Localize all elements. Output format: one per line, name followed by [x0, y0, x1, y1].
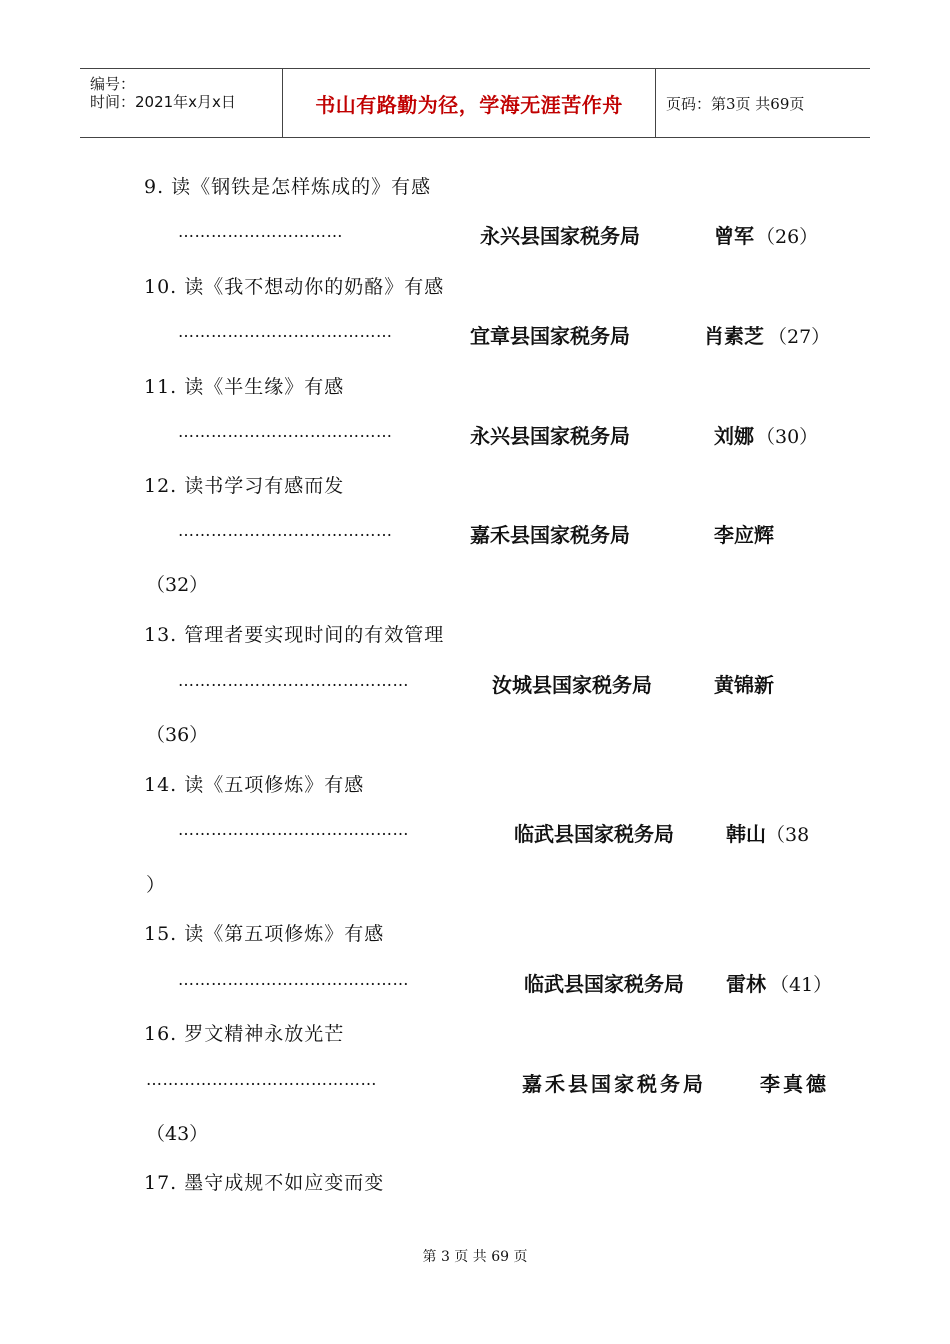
entry-page: （26）	[756, 226, 819, 248]
entry-page: （41）	[770, 974, 833, 996]
entry-dots: …………………………………	[178, 322, 393, 341]
entry-author: 黄锦新	[714, 673, 774, 697]
entry-title: 12. 读书学习有感而发	[144, 475, 345, 497]
entry-title: 16. 罗文精神永放光芒	[144, 1023, 345, 1045]
entry-page: （27）	[768, 326, 831, 348]
entry-dots: ……………………………………	[146, 1070, 377, 1089]
entry-page: （30）	[756, 426, 819, 448]
header-page-info	[666, 69, 870, 137]
page-info: 页码：第3页 共69页	[666, 94, 805, 113]
entry-org: 宜章县国家税务局	[470, 324, 630, 348]
entry-org: 嘉禾县国家税务局	[470, 523, 630, 547]
entry-org: 嘉禾县国家税务局	[522, 1072, 706, 1096]
entry-dots: …………………………………	[178, 521, 393, 540]
header-motto-cell	[282, 69, 656, 137]
entry-org: 永兴县国家税务局	[480, 224, 640, 248]
entry-page: （43）	[146, 1123, 209, 1145]
entry-author: 李应辉	[714, 523, 774, 547]
entry-title: 10. 读《我不想动你的奶酪》有感	[144, 276, 445, 298]
entry-author: 肖素芝	[704, 324, 764, 348]
entry-author: 曾军	[714, 224, 754, 248]
entry-org: 汝城县国家税务局	[492, 673, 652, 697]
header-meta	[80, 69, 280, 137]
motto: 书山有路勤为径，学海无涯苦作舟	[315, 92, 623, 117]
entry-author: 刘娜	[714, 424, 754, 448]
page-footer: 第 3 页 共 69 页	[422, 1249, 528, 1265]
entry-dots: ……………………………………	[178, 671, 409, 690]
entry-title: 14. 读《五项修炼》有感	[144, 774, 365, 796]
entry-dots: …………………………………	[178, 422, 393, 441]
entry-author: 李真德	[760, 1072, 829, 1096]
date-label: 时间：2021年x月x日	[90, 93, 236, 111]
entry-org: 临武县国家税务局	[524, 972, 684, 996]
entry-page: （32）	[146, 574, 209, 596]
header-table	[80, 68, 870, 138]
entry-author: 韩山	[726, 822, 766, 846]
entry-page: （36）	[146, 724, 209, 746]
entry-title: 13. 管理者要实现时间的有效管理	[144, 624, 445, 646]
entry-dots: ……………………………………	[178, 970, 409, 989]
entry-title: 17. 墨守成规不如应变而变	[144, 1172, 385, 1194]
entry-title: 15. 读《第五项修炼》有感	[144, 923, 385, 945]
entry-dots: ……………………………………	[178, 820, 409, 839]
entry-org: 永兴县国家税务局	[470, 424, 630, 448]
entry-title: 11. 读《半生缘》有感	[144, 376, 345, 398]
entry-title: 9. 读《钢铁是怎样炼成的》有感	[144, 176, 432, 198]
entry-author: 雷林	[726, 972, 766, 996]
entry-page-end: ）	[146, 874, 166, 896]
entry-org: 临武县国家税务局	[514, 822, 674, 846]
entry-dots: …………………………	[178, 222, 343, 241]
entry-page: （38	[766, 824, 810, 846]
number-label: 编号：	[90, 75, 136, 93]
